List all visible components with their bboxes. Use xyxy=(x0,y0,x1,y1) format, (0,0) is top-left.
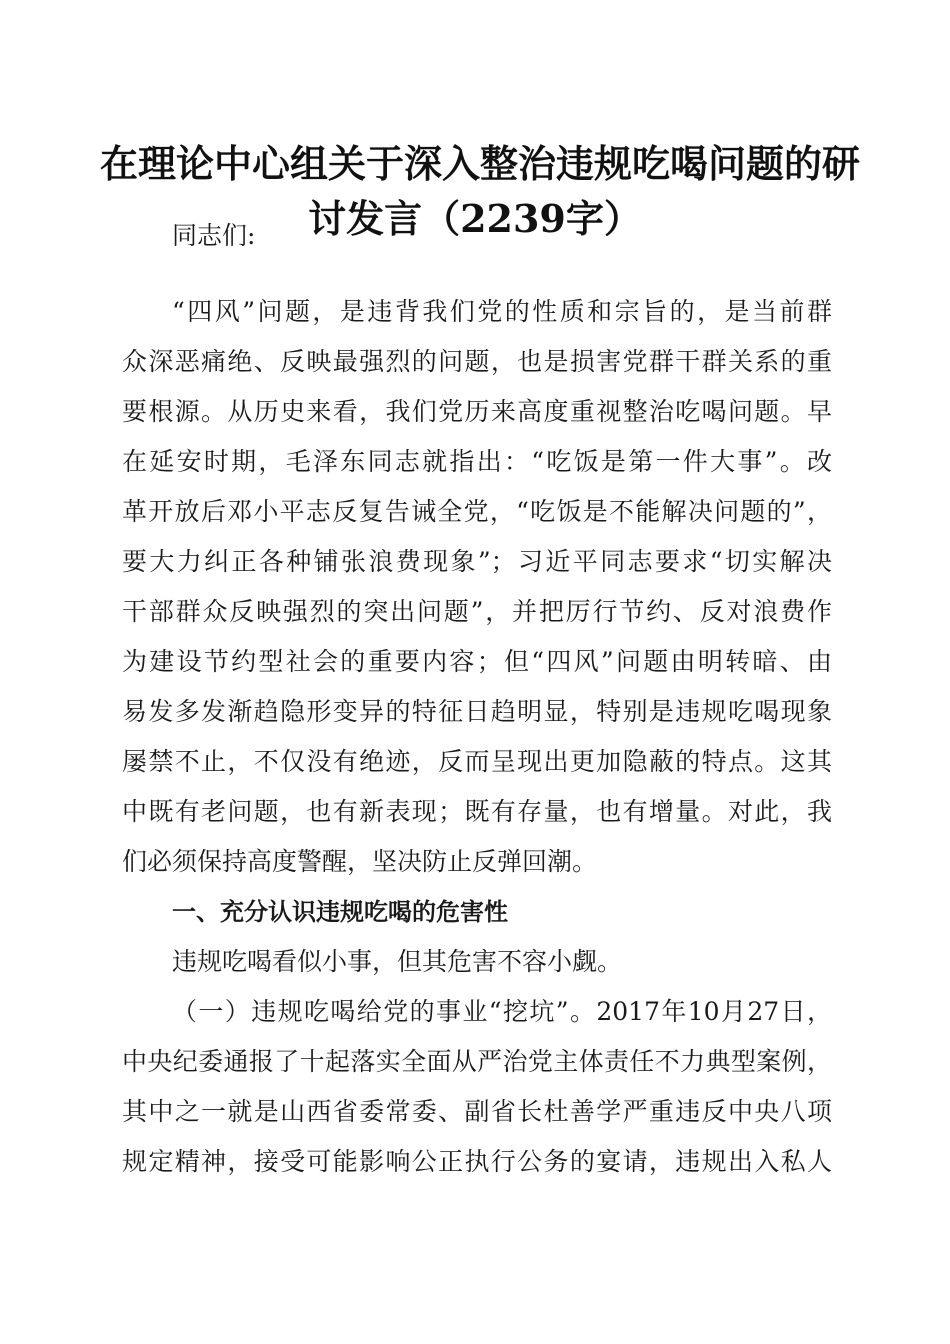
paragraph-line: 在延安时期，毛泽东同志就指出：“吃饭是第一件大事”。改 xyxy=(122,447,832,476)
paragraph-line: 革开放后邓小平志反复告诫全党，“吃饭是不能解决问题的”， xyxy=(122,497,832,526)
paragraph-line: 中央纪委通报了十起落实全面从严治党主体责任不力典型案例， xyxy=(122,1047,832,1076)
paragraph-line: 易发多发渐趋隐形变异的特征日趋明显，特别是违规吃喝现象 xyxy=(122,697,832,726)
greeting: 同志们: xyxy=(172,221,256,250)
paragraph-line: 其中之一就是山西省委常委、副省长杜善学严重违反中央八项 xyxy=(122,1097,832,1126)
document-title-line-1: 在理论中心组关于深入整治违规吃喝问题的研 xyxy=(100,141,861,186)
paragraph-line: 屡禁不止，不仅没有绝迹，反而呈现出更加隐蔽的特点。这其 xyxy=(122,747,832,776)
paragraph-line: 规定精神，接受可能影响公正执行公务的宴请，违规出入私人 xyxy=(122,1147,832,1176)
paragraph-line: 众深恶痛绝、反映最强烈的问题，也是损害党群干群关系的重 xyxy=(122,347,832,376)
paragraph-line: 们必须保持高度警醒，坚决防止反弹回潮。 xyxy=(122,847,598,876)
paragraph-line: 为建设节约型社会的重要内容；但“四风”问题由明转暗、由 xyxy=(122,647,832,676)
section-heading: 一、充分认识违规吃喝的危害性 xyxy=(172,898,508,926)
paragraph-line: 要根源。从历史来看，我们党历来高度重视整治吃喝问题。早 xyxy=(122,397,832,426)
paragraph-line: （一）违规吃喝给党的事业“挖坑”。2017年10月27日， xyxy=(172,997,832,1026)
paragraph-line: 要大力纠正各种铺张浪费现象”；习近平同志要求“切实解决 xyxy=(122,547,832,576)
paragraph-line: 中既有老问题，也有新表现；既有存量，也有增量。对此，我 xyxy=(122,797,832,826)
paragraph-line: 干部群众反映强烈的突出问题”，并把厉行节约、反对浪费作 xyxy=(122,597,832,626)
paragraph-line: “四风”问题，是违背我们党的性质和宗旨的，是当前群 xyxy=(172,297,832,326)
document-title-line-2: 讨发言（2239字） xyxy=(308,196,642,241)
section-intro: 违规吃喝看似小事，但其危害不容小觑。 xyxy=(172,947,623,976)
